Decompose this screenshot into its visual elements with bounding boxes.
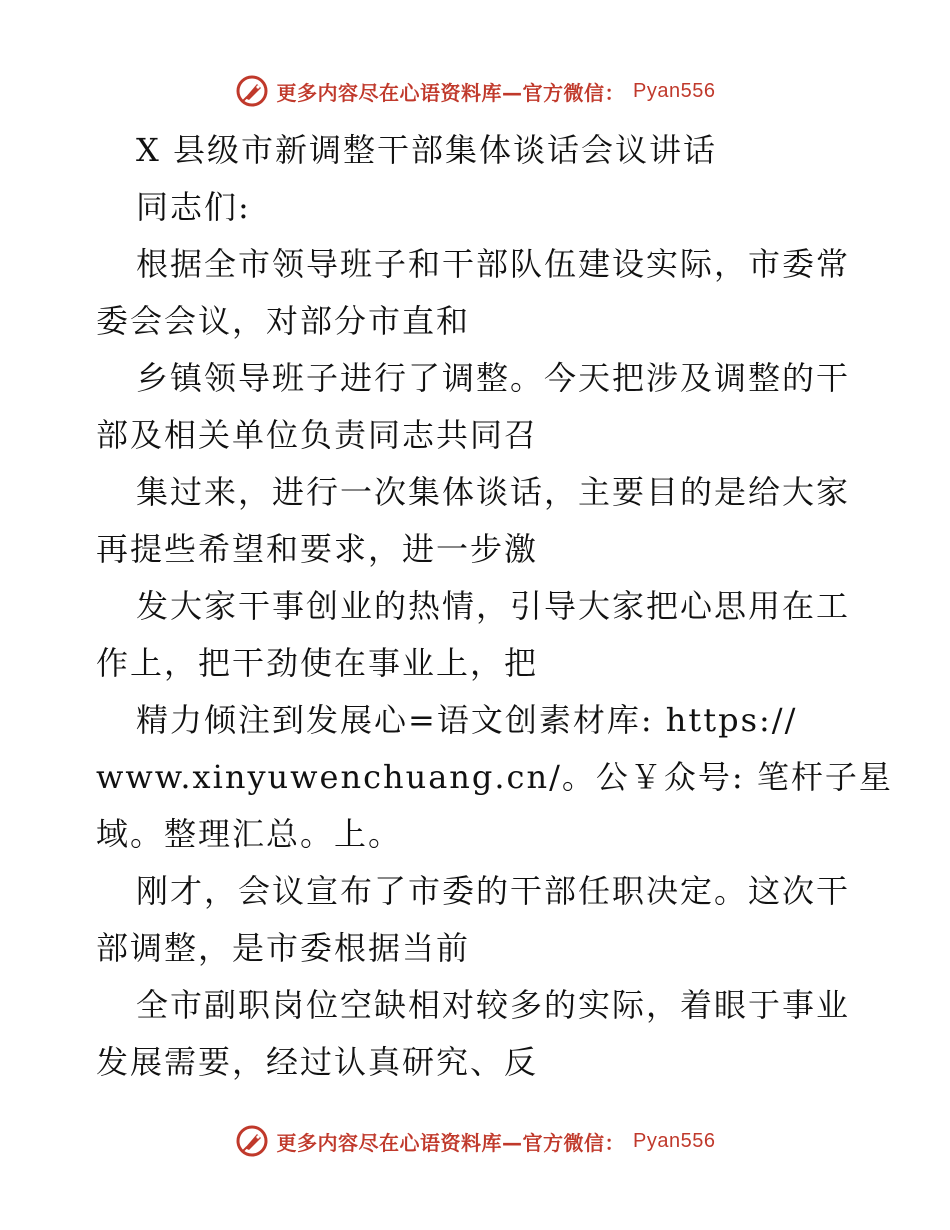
paragraph-line: 乡镇领导班子进行了调整。今天把涉及调整的干 <box>136 359 851 397</box>
paragraph-line: 作上，把干劲使在事业上，把 <box>96 644 539 682</box>
pen-nib-icon <box>235 1124 269 1158</box>
paragraph-line: 部及相关单位负责同志共同召 <box>96 416 539 454</box>
watermark-brand-text: 更多内容尽在心语资料库—官方微信： <box>276 80 626 105</box>
paragraph-line: 集过来，进行一次集体谈话，主要目的是给大家 <box>136 473 851 511</box>
paragraph-line: 委会会议，对部分市直和 <box>96 302 471 340</box>
paragraph-line: 刚才，会议宣布了市委的干部任职决定。这次干 <box>136 872 851 910</box>
watermark-brand-text: 更多内容尽在心语资料库—官方微信： <box>276 1130 626 1155</box>
header-watermark <box>0 71 950 111</box>
paragraph-line: www.xinyuwenchuang.cn/。公￥众号: 笔杆子星 <box>96 758 893 796</box>
paragraph-line: 发展需要，经过认真研究、反 <box>96 1043 539 1081</box>
paragraph-line: 发大家干事创业的热情，引导大家把心思用在工 <box>136 587 851 625</box>
footer-watermark <box>0 1121 950 1161</box>
document-title: X 县级市新调整干部集体谈话会议讲话 <box>136 131 717 169</box>
document-body <box>96 122 893 1091</box>
paragraph-line: 根据全市领导班子和干部队伍建设实际，市委常 <box>136 245 851 283</box>
watermark-wechat-id: Pyan556 <box>633 1129 716 1152</box>
paragraph-line: 部调整，是市委根据当前 <box>96 929 471 967</box>
watermark-wechat-id: Pyan556 <box>633 79 716 102</box>
paragraph-line: 全市副职岗位空缺相对较多的实际，着眼于事业 <box>136 986 851 1024</box>
paragraph-line: 再提些希望和要求，进一步激 <box>96 530 539 568</box>
paragraph-line: 同志们: <box>136 188 251 226</box>
pen-nib-icon <box>235 74 269 108</box>
paragraph-line: 域。整理汇总。上。 <box>96 815 403 853</box>
paragraph-line: 精力倾注到发展心=语文创素材库: https:// <box>136 701 798 739</box>
